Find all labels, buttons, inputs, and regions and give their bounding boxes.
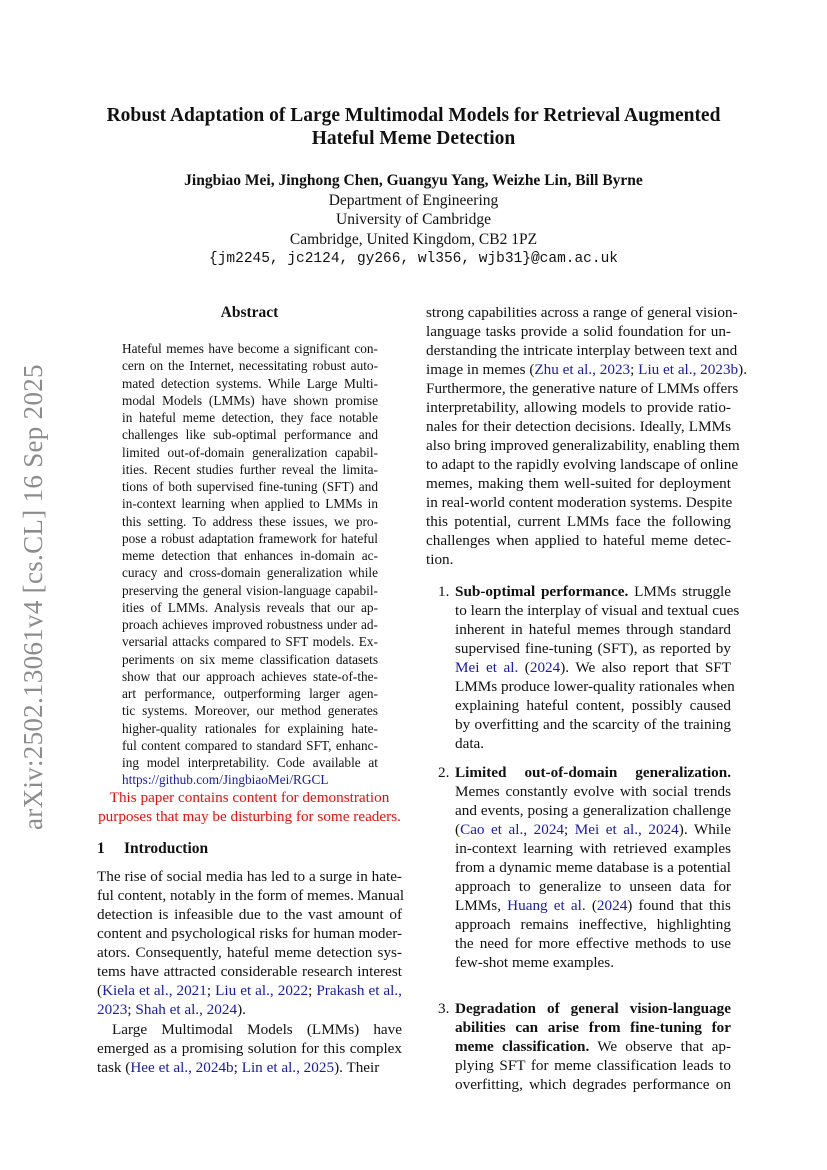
citation-link[interactable]: Shah et al., 2024 [135,1001,238,1018]
text: challenges when applied to hateful meme detec- [426,532,731,549]
text-line [426,531,731,550]
text: ; [127,1001,136,1018]
text: mated detection systems. While Large Multi- [122,375,378,391]
text-line [122,340,378,357]
text: in-context learning with retrieved examples [455,840,731,857]
citation-link[interactable]: Mei et al., 2024 [574,821,679,838]
text-line [122,651,378,668]
citation-link[interactable]: Kiela et al., 2021 [102,982,207,999]
text: strong capabilities across a range of general vision- [426,304,738,321]
text-line [97,924,402,943]
text-line [455,820,731,839]
intro-paragraph-2 [97,1020,402,1077]
text-line [122,599,378,616]
text-line [97,905,402,924]
text-line [455,915,731,934]
text-line [426,436,740,455]
text: detection is infeasible due to the vast amount of [97,906,402,923]
list-item [455,582,740,753]
text-line [122,737,378,754]
text: Furthermore, the generative nature of LMMs offers [426,380,739,397]
title-line: Hateful Meme Detection [311,128,516,149]
text: ). [738,361,747,378]
text: data. [455,735,485,752]
text: We observe that ap- [589,1038,732,1055]
list-item-number: 3. [438,1000,450,1017]
text: ; [564,821,575,838]
text: tems have attracted considerable research interest [97,963,402,980]
text: The rise of social media has led to a surge in hate- [97,868,402,885]
text-line [455,696,731,715]
text: in hateful meme detection, they face notable [122,410,378,425]
text: in real-world content moderation systems. Despite [426,494,733,511]
text: and events, posing a generalization challenge [455,802,731,819]
text: curacy and cross-domain generalization while [122,565,378,581]
list-item-number: 2. [438,764,450,781]
section-number: 1 [97,840,105,857]
text-line [97,867,402,886]
text: ful content, notably in the form of memes. Manual [97,887,405,904]
list-item [455,999,731,1094]
text: ). Their [334,1059,380,1076]
text: ). [237,1001,246,1018]
text: ). While [678,821,731,838]
text: content and psychological risks for human moder- [97,925,403,942]
text-line [455,999,731,1018]
text: interpretability, allowing models to provide ratio- [426,399,731,416]
text-line [122,357,378,374]
text-line [122,616,378,633]
text-line [455,734,731,753]
citation-link[interactable]: Huang et al. [507,897,586,914]
citation-link[interactable]: 2024 [529,659,561,676]
text: inherent in hateful memes through standard [455,621,731,638]
bold-text: Degradation of general vision-language [455,1000,731,1017]
text-line [122,685,378,702]
citation-link[interactable]: 2023 [97,1001,128,1018]
text: LMMs struggle [628,583,731,600]
affiliation-address: Cambridge, United Kingdom, CB2 1PZ [289,231,538,248]
citation-link[interactable]: Mei et al. [455,659,519,676]
text-line [97,1020,402,1039]
title-line: Robust Adaptation of Large Multimodal Models for Retrieval Augmented [106,105,721,126]
text-line [122,461,378,478]
text-line [122,633,378,650]
text: proach achieves improved robustness under ad- [122,617,378,632]
text: cern on the Internet, necessitating robust auto- [122,358,378,374]
text: tions of both supervised fine-tuning (SFT) and [122,479,378,494]
abstract-heading: Abstract [220,304,279,321]
text-line [455,934,731,953]
text-line [426,341,738,360]
text: derstanding the intricate interplay between text and [426,342,738,359]
abstract-body [122,340,378,789]
text: also bring improved generalizability, enabling them [426,437,740,454]
text: tion. [426,551,454,568]
text-line [455,896,731,915]
text-line [455,601,740,620]
text: ities. Recent studies further reveal the limita- [122,461,378,477]
text-line [455,801,731,820]
text-line [122,547,378,564]
citation-link[interactable]: Prakash et al., [316,982,402,999]
text-line [122,426,378,443]
text: meme detection that enhances in-domain ac- [122,548,378,563]
text-line [122,478,378,495]
text: in-context learning when applied to LMMs in [122,496,378,512]
text-line [122,444,378,461]
text: approach remains ineffective, highlighting [455,916,731,933]
text: this setting. To address these issues, we pro- [122,513,378,529]
text-line [455,620,731,639]
text-line [97,1058,402,1077]
text-line [455,658,731,677]
right-column-paragraph [426,303,747,569]
text-line [97,981,402,1000]
citation-link[interactable]: Lin et al., 2025 [241,1059,335,1076]
section-heading-introduction [97,840,208,858]
text: higher-quality rationales for explaining hate- [122,720,378,736]
affiliation-university: University of Cambridge [336,211,491,228]
text-line [122,513,378,530]
text: ) found that this [627,897,731,914]
text: this potential, current LMMs face the following [426,513,731,530]
text-line [97,886,405,905]
citation-link[interactable]: Hee et al., 2024b [130,1059,234,1076]
text-line [426,398,731,417]
text-line [455,715,731,734]
text: ( [97,982,103,999]
text: periments on six meme classification datasets [122,651,378,667]
list-item [455,763,731,972]
text-line [122,702,378,719]
text-line [97,1039,402,1058]
text-line [122,530,378,547]
text: memes, making them well-suited for deployment [426,475,731,492]
citation-link[interactable]: 2024 [596,897,628,914]
text-line [122,375,378,392]
text: from a dynamic meme database is a potential [455,859,731,876]
text-line [426,322,731,341]
list-item-number: 1. [438,583,450,600]
text: LMMs produce lower-quality rationales when [455,678,735,695]
text-line [122,564,378,581]
text: the need for more effective methods to use [455,935,731,952]
text-line [426,474,731,493]
paper-title [60,104,767,150]
text-line [122,392,378,409]
text-line [426,379,739,398]
text: to adapt to the rapidly evolving landscape of online [426,456,739,473]
text: ; [206,982,216,999]
text-line [455,782,731,801]
intro-paragraph-1 [97,867,405,1019]
text: limited out-of-domain generalization capabil- [122,444,378,460]
citation-link[interactable]: Liu et al., 2022 [215,982,309,999]
text-line [455,1056,731,1075]
text: tic systems. Moreover, our method generates [122,703,378,719]
text: ( [518,659,530,676]
text: versarial attacks compared to SFT models. Ex- [122,634,378,650]
text: preserving the general vision-language capabil- [122,582,378,598]
text: supervised fine-tuning (SFT), as reported by [455,640,731,657]
bold-text: Limited out-of-domain generalization. [455,764,731,781]
text-line [122,409,378,426]
text: ( [585,897,597,914]
text-line [97,962,402,981]
text: ing model interpretability. Code available at [122,755,378,770]
text-line [97,943,402,962]
text: explaining hateful content, possibly caused [455,697,731,714]
text: task ( [97,1059,131,1076]
citation-link[interactable]: https://github.com/JingbiaoMei/RGCL [122,772,329,788]
section-title: Introduction [124,840,209,857]
text-line [122,668,378,685]
text: plying SFT for meme classification leads to [455,1057,731,1074]
text: Memes constantly evolve with social trends [455,783,731,800]
text: ful content compared to standard SFT, enhanc- [122,737,378,753]
text: Large Multimodal Models (LMMs) have [112,1021,402,1038]
text: nales for their detection decisions. Ideally, LMMs [426,418,731,435]
affiliation-department: Department of Engineering [328,192,499,209]
citation-link[interactable]: Liu et al., 2023b [638,361,739,378]
text-line [97,1000,402,1019]
bold-text: meme classification. [455,1038,590,1055]
text: challenges like sub-optimal performance and [122,427,378,443]
text: pose a robust adaptation framework for hateful [122,530,378,546]
text: overfitting, which degrades performance on [455,1076,731,1093]
text: by overfitting and the scarcity of the training [455,716,731,733]
text: ( [455,821,461,838]
text: modal Models (LMMs) have shown promise [122,392,378,408]
text-line [122,495,378,512]
text: art performance, outperforming larger agen- [122,686,378,701]
bold-text: abilities can arise from fine-tuning for [455,1019,731,1036]
text-line [455,1018,731,1037]
text: few-shot meme examples. [455,954,614,971]
text-line [426,550,731,569]
text: LMMs, [455,897,508,914]
text: emerged as a promising solution for this complex [97,1040,402,1057]
warning-line: This paper contains content for demonstration [109,789,390,806]
citation-link[interactable]: Zhu et al., 2023 [534,361,631,378]
text-line [426,417,731,436]
text-line [455,582,731,601]
text: ators. Consequently, hateful meme detection sys- [97,944,402,961]
citation-link[interactable]: Cao et al., 2024 [460,821,565,838]
content-warning [97,788,402,826]
text: image in memes ( [426,361,535,378]
text: Hateful memes have become a significant con- [122,341,378,356]
authors: Jingbiao Mei, Jinghong Chen, Guangyu Yang, Weizhe Lin, Bill Byrne [184,172,643,189]
text-line [122,771,378,788]
text-line [426,303,738,322]
text-line [455,858,731,877]
text: ; [630,361,639,378]
text-line [455,639,731,658]
text-line [426,512,731,531]
bold-text: Sub-optimal performance. [455,583,629,600]
arxiv-identifier-sidebar: arXiv:2502.13061v4 [cs.CL] 16 Sep 2025 [18,364,48,830]
text-line [122,582,378,599]
text-line [455,953,731,972]
text-line [455,1037,731,1056]
text: ities of LMMs. Analysis reveals that our ap- [122,599,378,615]
text-line [455,677,735,696]
text-line [426,455,739,474]
text-line [122,720,378,737]
text: to learn the interplay of visual and textual cues [455,602,740,619]
author-emails: {jm2245, jc2124, gy266, wl356, wjb31}@cam.ac.uk [209,251,618,267]
text-line [426,360,747,379]
text-line [455,763,731,782]
text-line [455,839,731,858]
text-line [426,493,731,512]
text: ). We also report that SFT [560,659,731,676]
text: show that our approach achieves state-of-the- [122,668,378,684]
text: approach to generalize to unseen data for [455,878,731,895]
text: ; [308,982,317,999]
text: language tasks provide a solid foundation for un- [426,323,731,340]
text-line [122,754,378,771]
text-line [455,877,731,896]
warning-line: purposes that may be disturbing for some readers. [98,808,401,825]
text: ; [233,1059,242,1076]
text-line [455,1075,731,1094]
